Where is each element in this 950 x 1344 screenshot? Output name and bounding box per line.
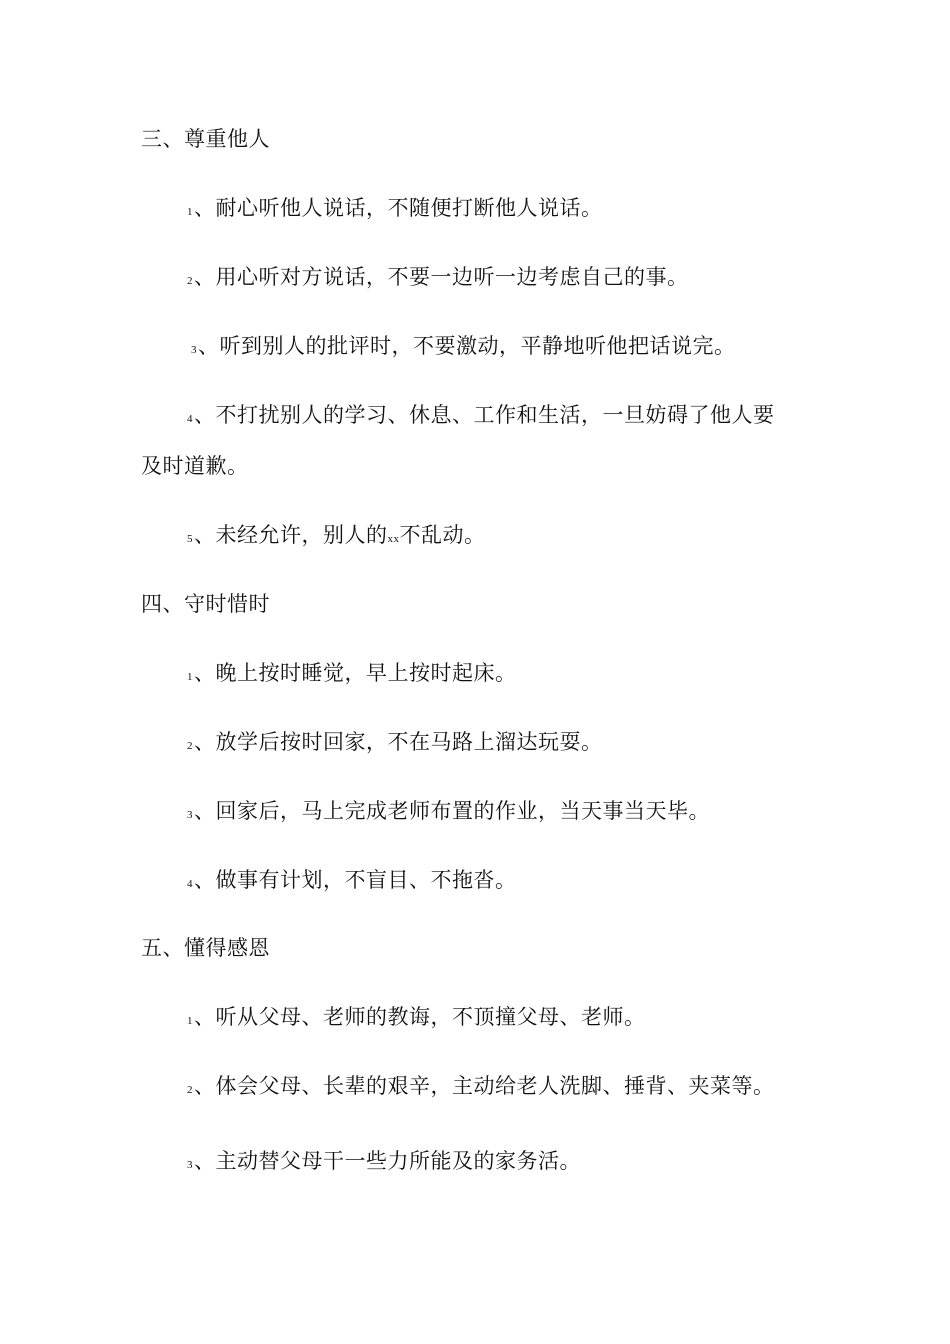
item-number: 2 (187, 1084, 193, 1096)
list-item (187, 719, 603, 769)
list-item-continuation: 及时道歉。 (141, 454, 249, 478)
list-item (187, 1138, 581, 1188)
list-item (187, 512, 486, 562)
list-item (187, 1063, 775, 1113)
item-number: 3 (191, 344, 197, 356)
placeholder-text: xx (387, 533, 400, 545)
list-item (187, 788, 710, 838)
item-text: 、回家后，马上完成老师布置的作业，当天事当天毕。 (194, 799, 710, 823)
item-number: 3 (187, 1159, 193, 1171)
item-number: 2 (187, 740, 193, 752)
item-text: 、用心听对方说话，不要一边听一边考虑自己的事。 (194, 265, 689, 289)
item-text: 、听从父母、老师的教诲，不顶撞父母、老师。 (194, 1005, 646, 1029)
list-item (187, 994, 646, 1044)
item-number: 2 (187, 275, 193, 287)
list-item (187, 857, 517, 907)
section-heading: 五、懂得感恩 (141, 936, 270, 960)
section-heading: 三、尊重他人 (141, 127, 270, 151)
item-number: 5 (187, 533, 193, 545)
item-text: 、听到别人的批评时，不要激动，平静地听他把话说完。 (198, 334, 736, 358)
item-text: 、主动替父母干一些力所能及的家务活。 (194, 1149, 581, 1173)
item-text: 不乱动。 (399, 523, 486, 547)
item-number: 1 (187, 671, 193, 683)
item-text: 、未经允许，别人的 (194, 523, 388, 547)
item-text: 、耐心听他人说话，不随便打断他人说话。 (194, 196, 603, 220)
list-item (187, 392, 775, 442)
item-number: 3 (187, 809, 193, 821)
item-number: 1 (187, 206, 193, 218)
section-heading: 四、守时惜时 (141, 592, 270, 616)
item-text: 、做事有计划，不盲目、不拖沓。 (194, 868, 517, 892)
item-text: 、不打扰别人的学习、休息、工作和生活，一旦妨碍了他人要 (194, 403, 775, 427)
list-item (187, 185, 603, 235)
list-item (187, 650, 517, 700)
item-text: 、体会父母、长辈的艰辛，主动给老人洗脚、捶背、夹菜等。 (194, 1074, 775, 1098)
item-text: 、放学后按时回家，不在马路上溜达玩耍。 (194, 730, 603, 754)
item-number: 1 (187, 1015, 193, 1027)
item-number: 4 (187, 878, 193, 890)
item-number: 4 (187, 413, 193, 425)
item-text: 、晚上按时睡觉，早上按时起床。 (194, 661, 517, 685)
list-item (191, 323, 736, 373)
list-item (187, 254, 689, 304)
